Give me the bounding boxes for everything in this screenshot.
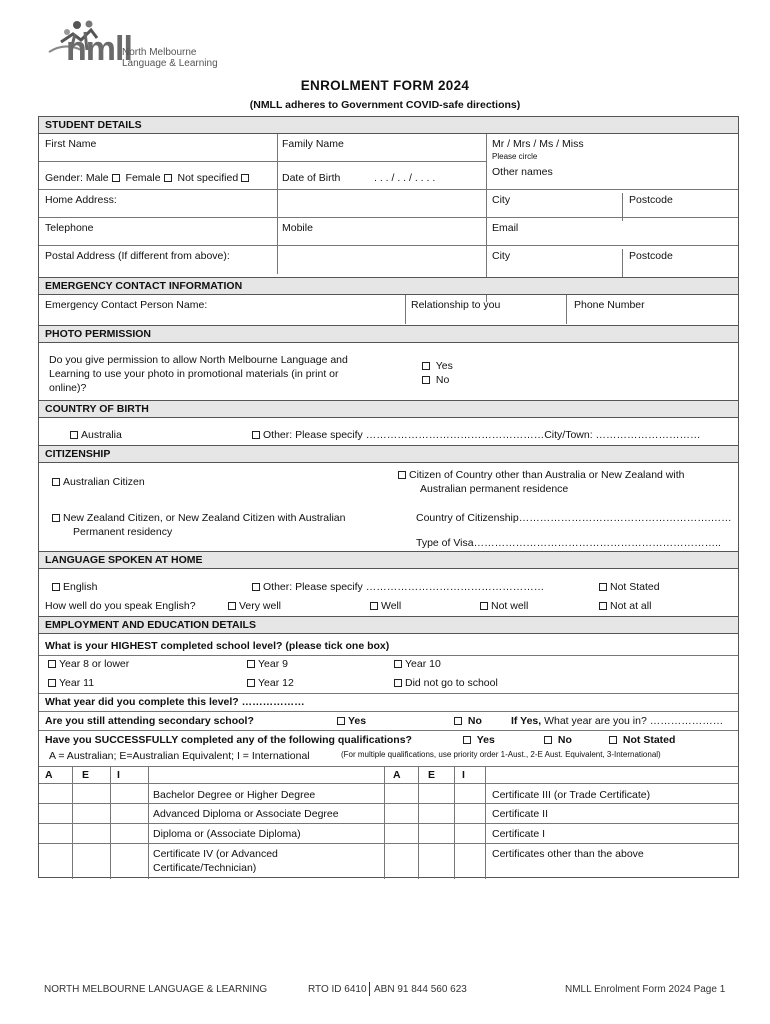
enrolment-form	[38, 116, 739, 878]
lang-not-stated-option	[596, 581, 660, 593]
country-of-citizenship-field[interactable]: Country of Citizenship……………………………………………….……	[416, 512, 732, 524]
footer-org: NORTH MELBOURNE LANGUAGE & LEARNING	[44, 984, 268, 995]
year12-label: Year 12	[258, 677, 294, 689]
citizen-other-label-1: Citizen of Country other than Australia or New Zealand with	[409, 469, 685, 481]
attending-yes-label: Yes	[348, 715, 367, 727]
col-i-right: I	[462, 769, 465, 781]
quals-not-stated-label: Not Stated	[622, 734, 676, 746]
photo-no-option	[419, 374, 449, 386]
visa-type-field[interactable]: Type of Visa……………………………………………………………..	[416, 537, 721, 549]
col-e-left: E	[82, 769, 90, 781]
citizen-nz-label-2: Permanent residency	[73, 526, 173, 538]
qual-cert1: Certificate I	[492, 828, 546, 840]
postal-city-label[interactable]: City	[492, 250, 511, 262]
form-subtitle: (NMLL adheres to Government COVID-safe directions)	[249, 99, 521, 111]
qualifications-question: Have you SUCCESSFULLY completed any of the following qualifications?	[45, 734, 412, 746]
lang-not-stated-label: Not Stated	[610, 581, 660, 593]
footer-rto: RTO ID 6410	[308, 984, 367, 995]
photo-yes-label: Yes	[435, 360, 453, 372]
quals-no-checkbox[interactable]	[544, 736, 552, 744]
which-year-label: What year are you in? …………………	[544, 715, 724, 727]
citizen-other-checkbox[interactable]	[398, 471, 406, 479]
qual-cert2: Certificate II	[492, 808, 549, 820]
year8-option	[45, 658, 129, 670]
birth-other-option	[249, 429, 701, 441]
how-well-question: How well do you speak English?	[45, 600, 196, 612]
year8-label: Year 8 or lower	[59, 658, 130, 670]
well-checkbox[interactable]	[370, 602, 378, 610]
family-name-label[interactable]: Family Name	[282, 138, 344, 150]
qual-bachelor: Bachelor Degree or Higher Degree	[153, 789, 316, 801]
quals-not-stated-option	[606, 734, 675, 746]
section-country-of-birth: COUNTRY OF BIRTH	[39, 400, 738, 418]
form-title: ENROLMENT FORM 2024	[300, 78, 470, 93]
logo-wordmark: nmll	[66, 30, 132, 68]
quals-no-label: No	[557, 734, 572, 746]
logo-line-1: North Melbourne	[122, 47, 197, 58]
citizen-nz-checkbox[interactable]	[52, 514, 60, 522]
col-a-left: A	[45, 769, 53, 781]
well-label: Well	[381, 600, 402, 612]
gender-male-label: Gender: Male	[45, 172, 109, 184]
photo-yes-option	[419, 360, 453, 372]
birth-australia-option	[67, 429, 122, 441]
not-well-option	[477, 600, 528, 612]
lang-other-checkbox[interactable]	[252, 583, 260, 591]
dob-label[interactable]: Date of Birth	[282, 172, 341, 184]
year11-option	[45, 677, 94, 689]
attending-yes-option	[334, 715, 366, 727]
birth-other-checkbox[interactable]	[252, 431, 260, 439]
lang-english-label: English	[63, 581, 98, 593]
section-student-details: STUDENT DETAILS	[39, 116, 738, 134]
not-well-label: Not well	[491, 600, 529, 612]
qual-advanced-diploma: Advanced Diploma or Associate Degree	[153, 808, 339, 820]
quals-no-option	[541, 734, 572, 746]
very-well-label: Very well	[239, 600, 282, 612]
year9-checkbox[interactable]	[247, 660, 255, 668]
not-well-checkbox[interactable]	[480, 602, 488, 610]
very-well-checkbox[interactable]	[228, 602, 236, 610]
col-i-left: I	[117, 769, 120, 781]
very-well-option	[225, 600, 281, 612]
no-school-option	[391, 677, 498, 689]
footer-divider	[369, 982, 370, 996]
attending-no-checkbox[interactable]	[454, 717, 462, 725]
citizen-aus-checkbox[interactable]	[52, 478, 60, 486]
gender-female-label: Female	[125, 172, 161, 184]
year12-checkbox[interactable]	[247, 679, 255, 687]
photo-no-label: No	[435, 374, 450, 386]
gender-row	[45, 172, 252, 184]
birth-australia-checkbox[interactable]	[70, 431, 78, 439]
no-school-checkbox[interactable]	[394, 679, 402, 687]
qual-diploma: Diploma or (Associate Diploma)	[153, 828, 301, 840]
year12-option	[244, 677, 294, 689]
year-completed-question[interactable]: What year did you complete this level? ………………	[45, 696, 305, 708]
gender-female-checkbox[interactable]	[164, 174, 172, 182]
quals-not-stated-checkbox[interactable]	[609, 736, 617, 744]
qual-other-certs: Certificates other than the above	[492, 848, 644, 860]
year11-label: Year 11	[59, 677, 95, 689]
title-options[interactable]: Mr / Mrs / Ms / Miss	[492, 138, 584, 150]
attending-no-label: No	[467, 715, 482, 727]
citizen-aus-label: Australian Citizen	[63, 476, 145, 488]
first-name-label[interactable]: First Name	[45, 138, 97, 150]
footer-abn: ABN 91 844 560 623	[374, 984, 467, 995]
year10-checkbox[interactable]	[394, 660, 402, 668]
year11-checkbox[interactable]	[48, 679, 56, 687]
city-label[interactable]: City	[492, 194, 511, 206]
qual-cert4-line-2: Certificate/Technician)	[153, 862, 257, 874]
qual-cert4-line-1: Certificate IV (or Advanced	[153, 848, 278, 860]
photo-yes-checkbox[interactable]	[422, 362, 430, 370]
home-address-label[interactable]: Home Address:	[45, 194, 117, 206]
section-citizenship: CITIZENSHIP	[39, 445, 738, 463]
birth-other-label: Other: Please specify ……………………………………………City/Town: …………………………	[263, 429, 701, 441]
citizen-nz-option	[49, 512, 345, 524]
logo-org-name	[122, 47, 218, 69]
highest-level-question: What is your HIGHEST completed school level? (please tick one box)	[45, 640, 390, 652]
section-language: LANGUAGE SPOKEN AT HOME	[39, 551, 738, 569]
if-yes-label: If Yes,	[511, 715, 542, 727]
well-option	[367, 600, 401, 612]
birth-australia-label: Australia	[81, 429, 122, 441]
quals-yes-checkbox[interactable]	[463, 736, 471, 744]
section-education: EMPLOYMENT AND EDUCATION DETAILS	[39, 616, 738, 634]
col-e-right: E	[428, 769, 436, 781]
year9-option	[244, 658, 288, 670]
photo-question-line-3: online)?	[49, 382, 87, 394]
if-yes-year-field[interactable]	[511, 715, 723, 727]
mobile-label[interactable]: Mobile	[282, 222, 313, 234]
email-label[interactable]: Email	[492, 222, 519, 234]
postcode-label[interactable]: Postcode	[629, 194, 673, 206]
section-photo-permission: PHOTO PERMISSION	[39, 325, 738, 343]
year10-label: Year 10	[405, 658, 441, 670]
not-at-all-label: Not at all	[610, 600, 652, 612]
qual-priority-note: (For multiple qualifications, use priority order 1-Aust., 2-E Aust. Equivalent, 3-International)	[341, 750, 661, 759]
photo-question-line-2: Learning to use your photo in promotional materials (in print or	[49, 368, 339, 380]
no-school-label: Did not go to school	[405, 677, 498, 689]
quals-yes-label: Yes	[476, 734, 495, 746]
lang-not-stated-checkbox[interactable]	[599, 583, 607, 591]
year9-label: Year 9	[258, 658, 288, 670]
emergency-person-label[interactable]: Emergency Contact Person Name:	[45, 299, 208, 311]
citizen-other-option	[395, 469, 684, 481]
attending-yes-checkbox[interactable]	[337, 717, 345, 725]
lang-other-option	[249, 581, 544, 593]
lang-english-checkbox[interactable]	[52, 583, 60, 591]
gender-male-checkbox[interactable]	[112, 174, 120, 182]
col-a-right: A	[393, 769, 401, 781]
other-names-label[interactable]: Other names	[492, 166, 553, 178]
citizen-other-label-2: Australian permanent residence	[420, 483, 569, 495]
not-at-all-option	[596, 600, 651, 612]
photo-question-line-1: Do you give permission to allow North Melbourne Language and	[49, 354, 348, 366]
relationship-label[interactable]: Relationship to you	[411, 299, 501, 311]
qual-legend: A = Australian; E=Australian Equivalent; I = International	[49, 750, 310, 762]
lang-other-label: Other: Please specify ……………………………………………	[263, 581, 545, 593]
lang-english-option	[49, 581, 97, 593]
quals-yes-option	[460, 734, 495, 746]
gender-not-specified-label: Not specified	[177, 172, 239, 184]
gender-not-specified-checkbox[interactable]	[241, 174, 249, 182]
qual-cert3: Certificate III (or Trade Certificate)	[492, 789, 651, 801]
phone-number-label[interactable]: Phone Number	[574, 299, 645, 311]
dob-placeholder[interactable]: . . . / . . / . . . .	[374, 172, 436, 184]
year10-option	[391, 658, 441, 670]
year8-checkbox[interactable]	[48, 660, 56, 668]
photo-no-checkbox[interactable]	[422, 376, 430, 384]
logo-line-2: Language & Learning	[122, 58, 218, 69]
footer-page: NMLL Enrolment Form 2024 Page 1	[565, 984, 726, 995]
still-attending-question: Are you still attending secondary school?	[45, 715, 254, 727]
postal-address-label[interactable]: Postal Address (If different from above):	[45, 250, 230, 262]
not-at-all-checkbox[interactable]	[599, 602, 607, 610]
citizen-nz-label-1: New Zealand Citizen, or New Zealand Citizen with Australian	[63, 512, 346, 524]
section-emergency: EMERGENCY CONTACT INFORMATION	[39, 277, 738, 295]
attending-no-option	[451, 715, 482, 727]
please-circle-note: Please circle	[492, 152, 538, 161]
postal-postcode-label[interactable]: Postcode	[629, 250, 673, 262]
citizen-aus-option	[49, 476, 145, 488]
telephone-label[interactable]: Telephone	[45, 222, 94, 234]
